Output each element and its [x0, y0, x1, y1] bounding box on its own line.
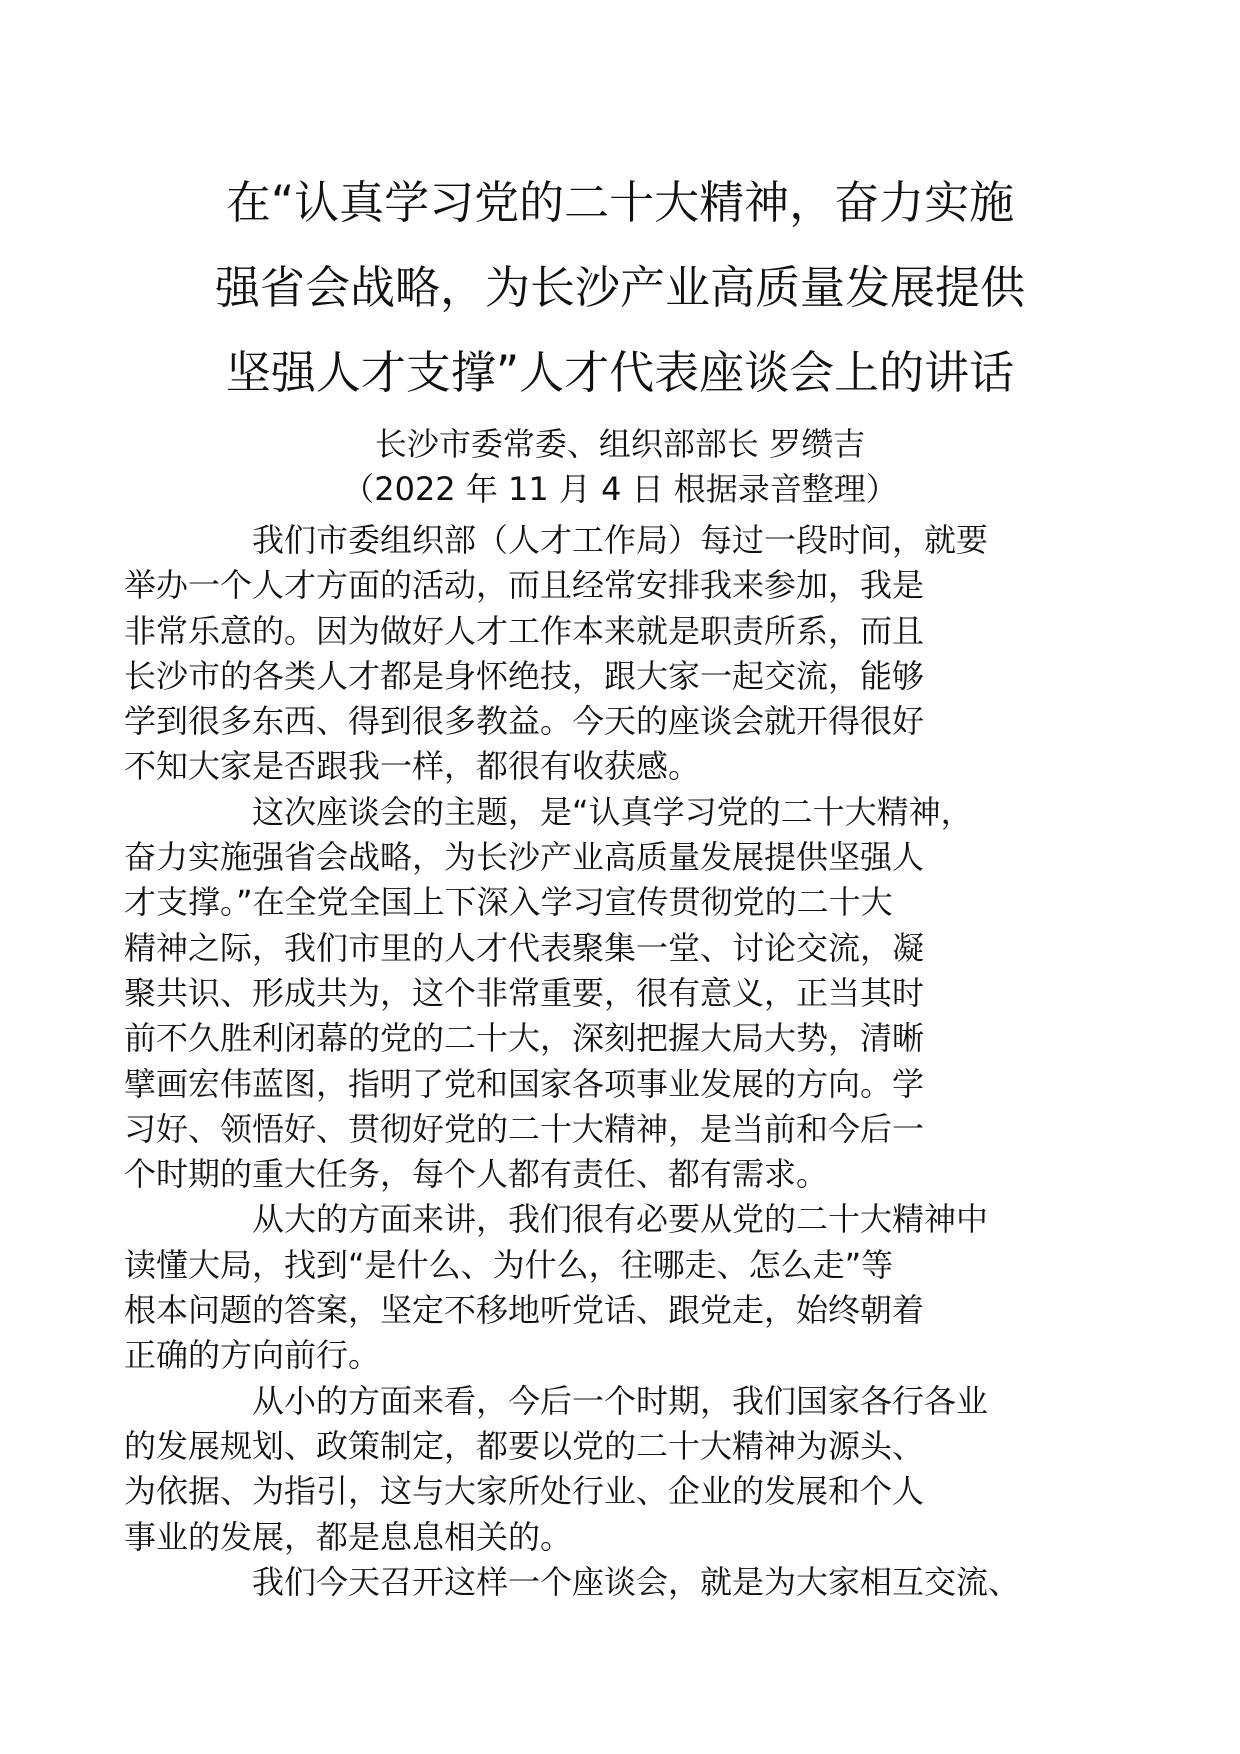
text-line: 长沙市的各类人才都是身怀绝技，跟大家一起交流，能够 — [124, 656, 925, 695]
text-line: 正确的方向前行。 — [124, 1336, 381, 1375]
text-line: 聚共识、形成共为，这个非常重要，很有意义，正当其时 — [124, 973, 925, 1012]
text-line: 擘画宏伟蓝图，指明了党和国家各项事业发展的方向。学 — [124, 1064, 925, 1103]
text-line: 前不久胜利闭幕的党的二十大，深刻把握大局大势，清晰 — [124, 1019, 925, 1058]
author-line: 长沙市委常委、组织部部长 罗缵吉 — [374, 425, 866, 463]
title-line: 坚强人才支撑”人才代表座谈会上的讲话 — [225, 346, 1015, 399]
text-line: 的发展规划、政策制定，都要以党的二十大精神为源头、 — [124, 1426, 925, 1465]
date-note: （2022 年 11 月 4 日 根据录音整理） — [342, 470, 898, 508]
text-line: 非常乐意的。因为做好人才工作本来就是职责所系，而且 — [124, 611, 925, 650]
text-line: 习好、领悟好、贯彻好党的二十大精神，是当前和今后一 — [124, 1109, 925, 1148]
document-title — [150, 160, 1090, 415]
text-line: 从小的方面来看，今后一个时期，我们国家各行各业 — [252, 1381, 989, 1420]
title-line: 在“认真学习党的二十大精神，奋力实施 — [225, 176, 1015, 229]
text-line: 我们市委组织部（人才工作局）每过一段时间，就要 — [252, 521, 989, 559]
text-line: 读懂大局，找到“是什么、为什么，往哪走、怎么走”等 — [124, 1245, 894, 1284]
text-line: 从大的方面来讲，我们很有必要从党的二十大精神中 — [252, 1200, 989, 1239]
paragraph — [124, 518, 1068, 790]
paragraph — [124, 790, 1068, 1198]
text-line: 个时期的重大任务，每个人都有责任、都有需求。 — [124, 1155, 829, 1194]
document-body — [124, 518, 1068, 1605]
paragraph — [188, 1560, 1068, 1605]
text-line: 精神之际，我们市里的人才代表聚集一堂、讨论交流，凝 — [124, 928, 925, 967]
title-line: 强省会战略，为长沙产业高质量发展提供 — [214, 261, 1025, 314]
text-line: 学到很多东西、得到很多教益。今天的座谈会就开得很好 — [124, 702, 925, 741]
text-line: 举办一个人才方面的活动，而且经常安排我来参加，我是 — [124, 566, 925, 605]
paragraph — [124, 1379, 1068, 1560]
text-line: 为依据、为指引，这与大家所处行业、企业的发展和个人 — [124, 1472, 925, 1511]
text-line: 事业的发展，都是息息相关的。 — [124, 1517, 573, 1556]
text-line: 不知大家是否跟我一样，都很有收获感。 — [124, 747, 701, 786]
text-line: 才支撑。”在全党全国上下深入学习宣传贯彻党的二十大 — [124, 883, 893, 922]
text-line: 我们今天召开这样一个座谈会，就是为大家相互交流、 — [252, 1562, 1021, 1601]
text-line: 根本问题的答案，坚定不移地听党话、跟党走，始终朝着 — [124, 1291, 925, 1330]
text-line: 这次座谈会的主题，是“认真学习党的二十大精神， — [252, 792, 973, 831]
text-line: 奋力实施强省会战略，为长沙产业高质量发展提供坚强人 — [124, 838, 925, 877]
byline — [150, 422, 1090, 512]
paragraph — [124, 1197, 1068, 1378]
